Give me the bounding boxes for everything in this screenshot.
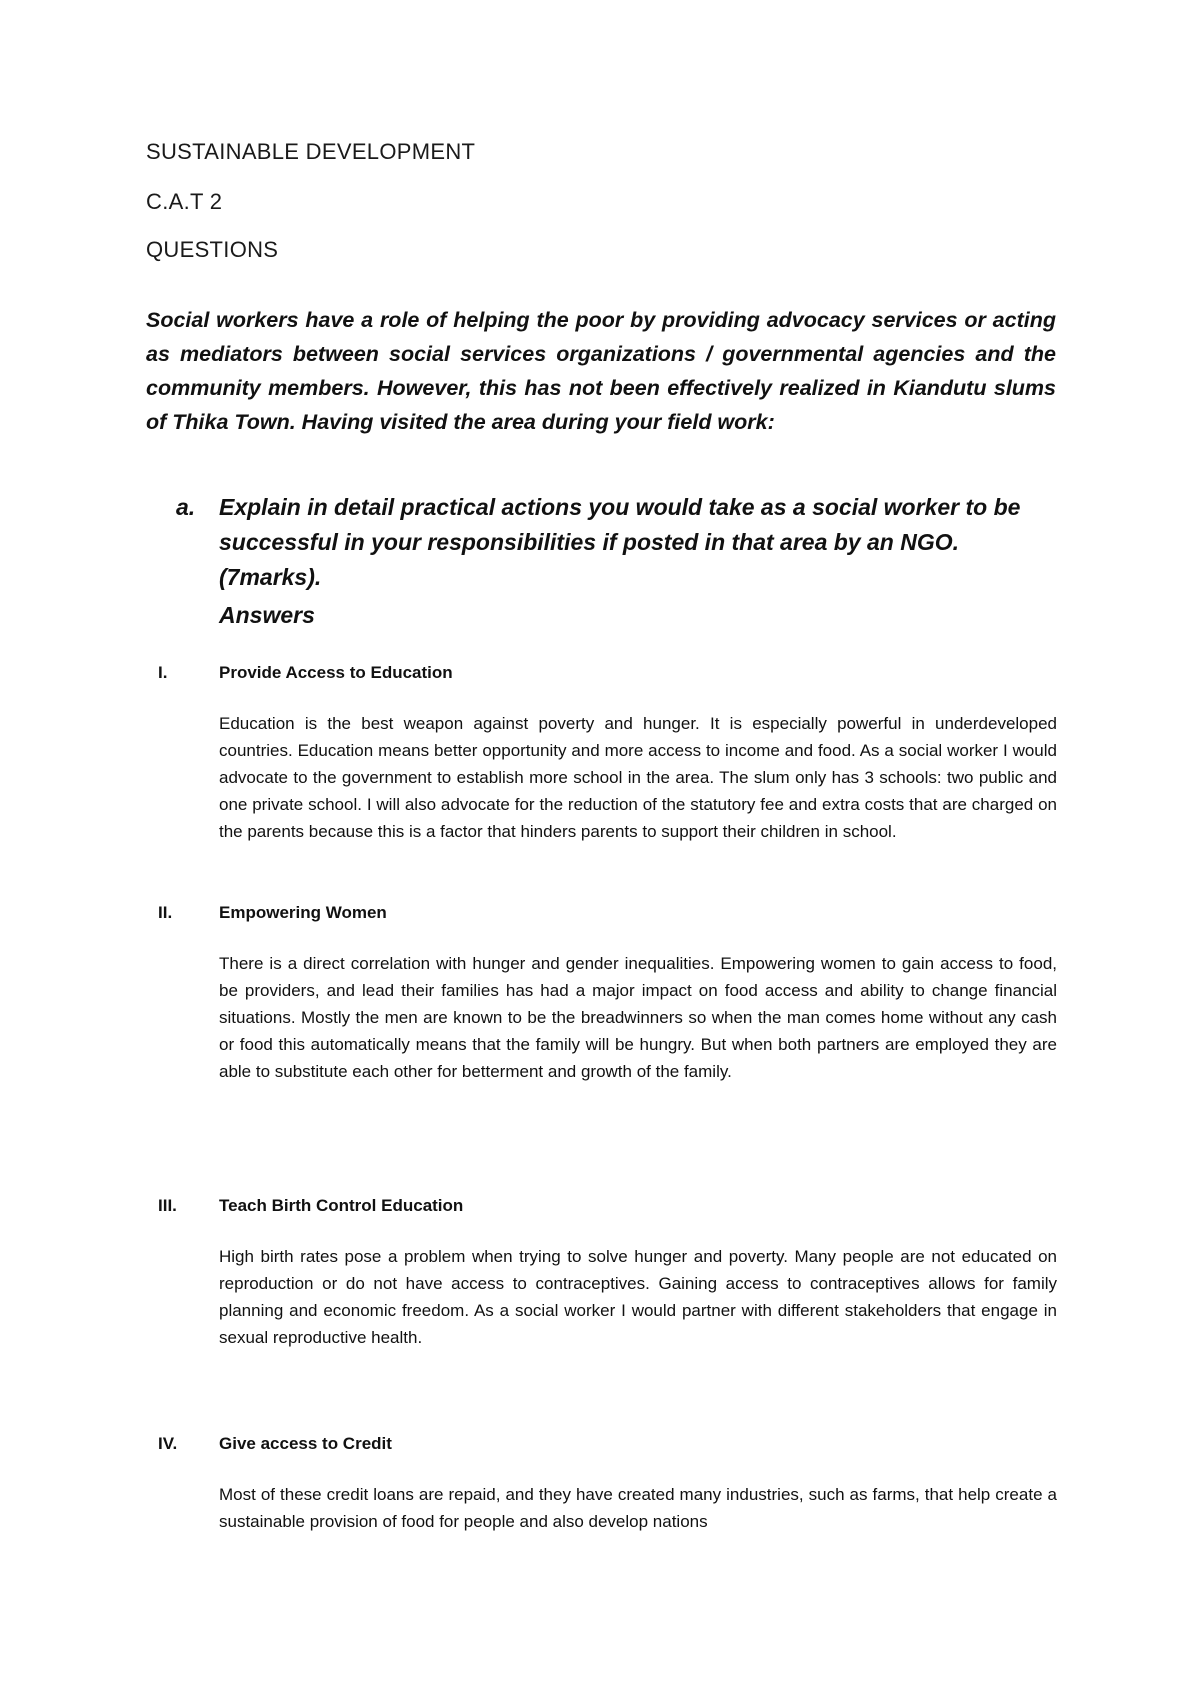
section-title: Empowering Women <box>219 903 387 922</box>
sub-question-text: Explain in detail practical actions you would take as a social worker to be successful in your responsibilities if posted in that area by an NGO. (7marks). <box>219 494 1021 590</box>
section-number: II. <box>158 903 173 922</box>
answers-label: Answers <box>219 602 315 628</box>
section-body: Most of these credit loans are repaid, and they have created many industries, such as farms, that help create a sustainable provision of food for people and also develop nations <box>219 1485 1057 1531</box>
section-title: Provide Access to Education <box>219 663 453 682</box>
section-number: I. <box>158 663 168 682</box>
section-number: III. <box>158 1196 177 1215</box>
document-title: SUSTAINABLE DEVELOPMENT <box>146 139 476 164</box>
section-title: Give access to Credit <box>219 1434 392 1453</box>
section-body: There is a direct correlation with hunger and gender inequalities. Empowering women to gain access to food, be providers, and lead their families has had a major impact on food access and ability to change financial situations. Mostly the men are known to be the breadwinners so when the man comes home without any cash or food this automatically means that the family will be hungry. But when both partners are employed they are able to substitute each other for betterment and growth of the family. <box>219 954 1057 1081</box>
document-subtitle: C.A.T 2 <box>146 189 223 214</box>
section-title: Teach Birth Control Education <box>219 1196 464 1215</box>
section-number: IV. <box>158 1434 178 1453</box>
questions-heading: QUESTIONS <box>146 237 279 262</box>
section-body: Education is the best weapon against poverty and hunger. It is especially powerful in underdeveloped countries. Education means better opportunity and more access to income and food. As a social worker I would advocate to the government to establish more school in the area. The slum only has 3 schools: two public and one private school. I will also advocate for the reduction of the statutory fee and extra costs that are charged on the parents because this is a factor that hinders parents to support their children in school. <box>219 714 1057 841</box>
section-body: High birth rates pose a problem when trying to solve hunger and poverty. Many people are not educated on reproduction or do not have access to contraceptives. Gaining access to contraceptives allows for family planning and economic freedom. As a social worker I would partner with different stakeholders that engage in sexual reproductive health. <box>219 1247 1057 1347</box>
question-prompt: Social workers have a role of helping the poor by providing advocacy services or acting as mediators between social services organizations / governmental agencies and the community members. However, this has not been effectively realized in Kiandutu slums of Thika Town. Having visited the area during your field work: <box>146 308 1056 434</box>
sub-question-marker: a. <box>176 494 196 520</box>
